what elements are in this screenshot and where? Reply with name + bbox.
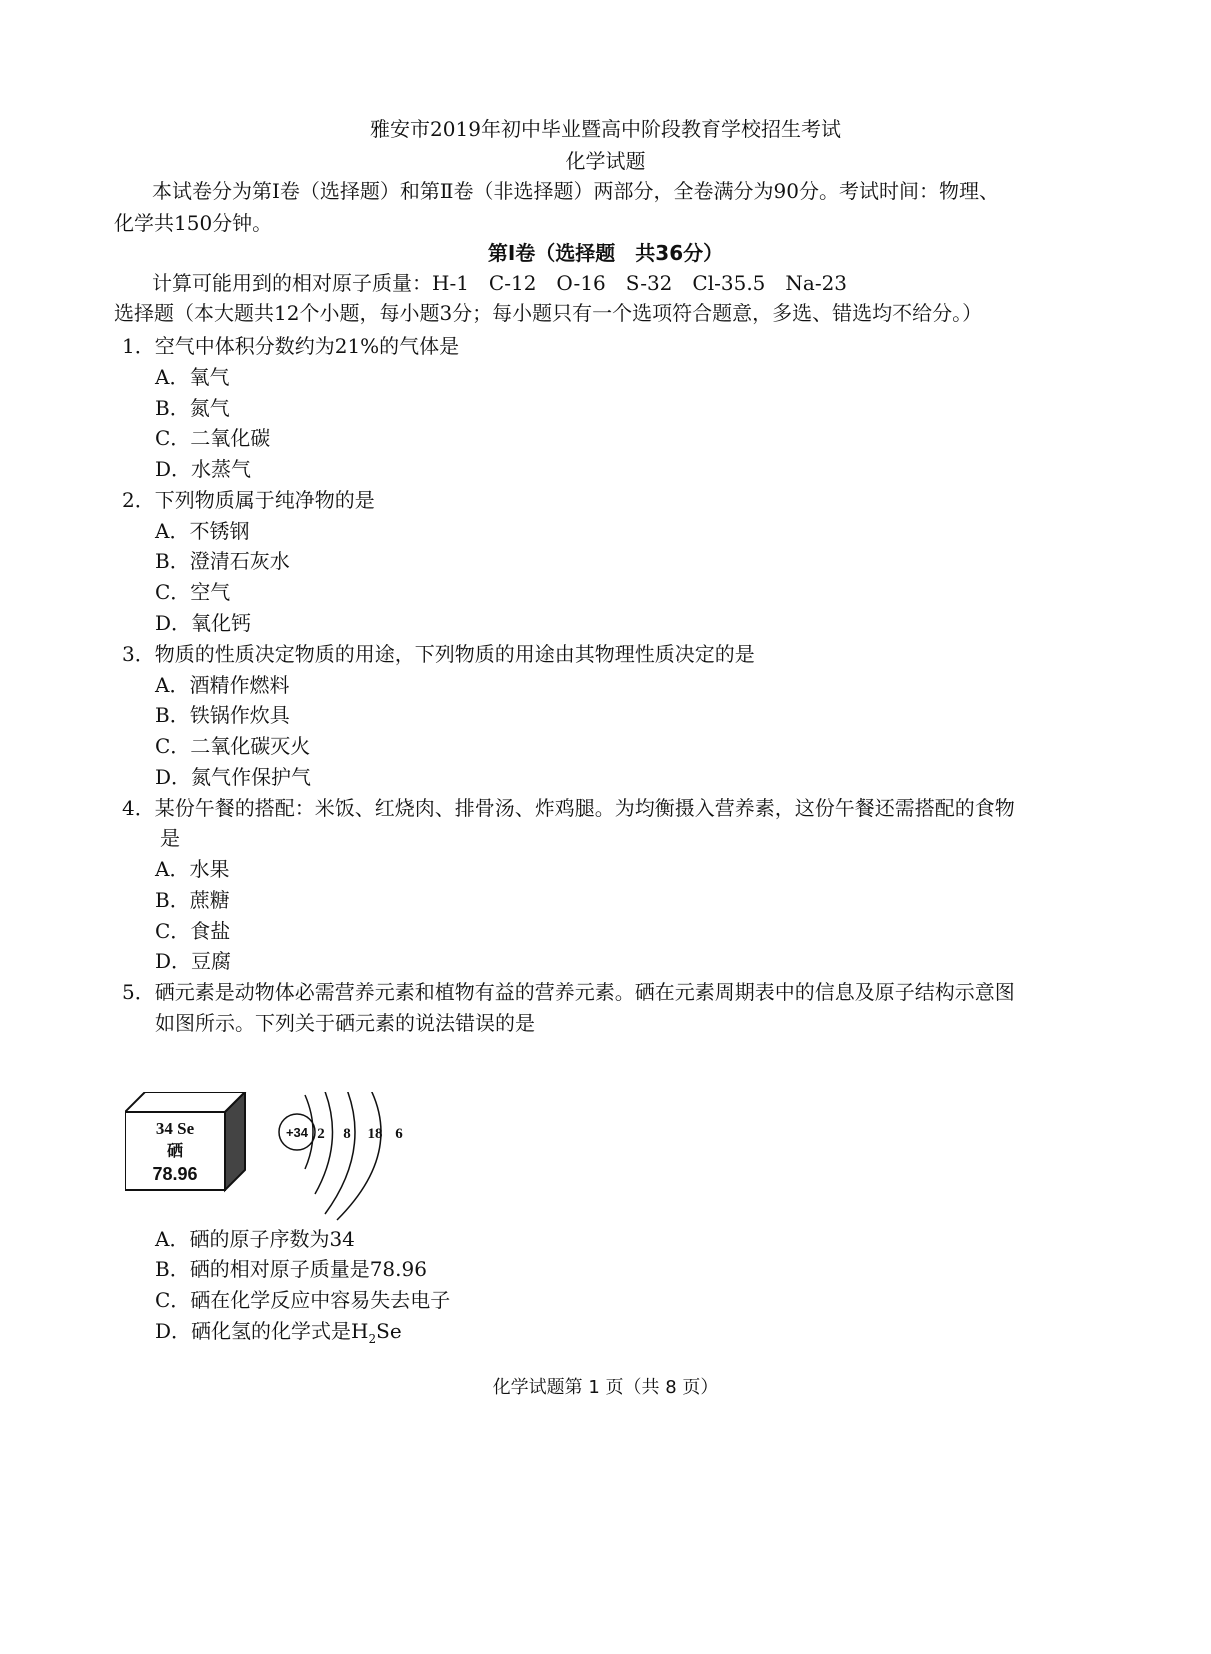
question-2-option-d: D．氧化钙 bbox=[155, 611, 252, 635]
question-4-option-d: D．豆腐 bbox=[155, 949, 232, 973]
shell-electrons-1: 2 bbox=[317, 1126, 325, 1142]
question-4-option-a: A．水果 bbox=[155, 857, 230, 881]
question-4-stem-cont: 是 bbox=[160, 826, 180, 850]
question-2-option-b: B．澄清石灰水 bbox=[155, 549, 290, 573]
shell-electrons-4: 6 bbox=[395, 1126, 403, 1142]
option-d-subscript: 2 bbox=[368, 1332, 377, 1346]
page-footer: 化学试题第 1 页（共 8 页） bbox=[492, 1377, 719, 1398]
question-5-option-b: B．硒的相对原子质量是78.96 bbox=[155, 1257, 427, 1281]
exam-title: 雅安市2019年初中毕业暨高中阶段教育学校招生考试 bbox=[370, 117, 841, 141]
shell-arc-3 bbox=[325, 1092, 355, 1214]
shell-arc-4 bbox=[337, 1092, 381, 1220]
question-3-option-d: D．氮气作保护气 bbox=[155, 765, 312, 789]
atom-structure bbox=[279, 1092, 403, 1220]
question-4-option-b: B．蔗糖 bbox=[155, 888, 230, 912]
exam-subtitle: 化学试题 bbox=[565, 149, 646, 173]
nucleus-charge: +34 bbox=[285, 1125, 309, 1140]
shell-arc-2 bbox=[315, 1092, 333, 1194]
question-1-option-d: D．水蒸气 bbox=[155, 457, 252, 481]
question-2-option-a: A．不锈钢 bbox=[155, 519, 250, 543]
question-5-stem: 5．硒元素是动物体必需营养元素和植物有益的营养元素。硒在元素周期表中的信息及原子结构示意图 bbox=[122, 980, 1015, 1004]
question-2-option-c: C．空气 bbox=[155, 580, 231, 604]
question-1-option-a: A．氧气 bbox=[155, 365, 230, 389]
question-1-option-b: B．氮气 bbox=[155, 396, 230, 420]
question-1-stem: 1．空气中体积分数约为21%的气体是 bbox=[122, 334, 460, 358]
atomic-masses: 计算可能用到的相对原子质量：H-1 C-12 O-16 S-32 Cl-35.5 Na-23 bbox=[152, 271, 848, 295]
question-5-option-c: C．硒在化学反应中容易失去电子 bbox=[155, 1288, 451, 1312]
question-3-option-c: C．二氧化碳灭火 bbox=[155, 734, 311, 758]
question-2-stem: 2．下列物质属于纯净物的是 bbox=[122, 488, 375, 512]
question-5-option-a: A．硒的原子序数为34 bbox=[155, 1227, 355, 1251]
element-mass: 78.96 bbox=[152, 1164, 198, 1184]
option-d-suffix: Se bbox=[376, 1319, 402, 1343]
question-3-stem: 3．物质的性质决定物质的用途，下列物质的用途由其物理性质决定的是 bbox=[122, 642, 755, 666]
element-number-symbol: 34 Se bbox=[155, 1119, 195, 1138]
shell-electrons-3: 18 bbox=[367, 1126, 383, 1142]
question-3-option-a: A．酒精作燃料 bbox=[155, 673, 290, 697]
shell-electrons-2: 8 bbox=[343, 1126, 351, 1142]
section-title: 第Ⅰ卷（选择题 共36分） bbox=[487, 241, 724, 265]
question-4-stem: 4．某份午餐的搭配：米饭、红烧肉、排骨汤、炸鸡腿。为均衡摄入营养素，这份午餐还需搭配的食物 bbox=[122, 796, 1015, 820]
element-card bbox=[125, 1092, 245, 1190]
question-5-stem-cont: 如图所示。下列关于硒元素的说法错误的是 bbox=[155, 1011, 535, 1035]
element-name: 硒 bbox=[166, 1141, 184, 1160]
intro-line-2: 化学共150分钟。 bbox=[114, 211, 273, 235]
option-d-prefix: D．硒化氢的化学式是H bbox=[155, 1319, 369, 1343]
question-1-option-c: C．二氧化碳 bbox=[155, 426, 271, 450]
instructions: 选择题（本大题共12个小题，每小题3分；每小题只有一个选项符合题意，多选、错选均不给分。） bbox=[114, 301, 983, 325]
question-5-option-d bbox=[155, 1318, 402, 1352]
question-3-option-b: B．铁锅作炊具 bbox=[155, 703, 290, 727]
intro-line-1: 本试卷分为第Ⅰ卷（选择题）和第Ⅱ卷（非选择题）两部分，全卷满分为90分。考试时间：物理、 bbox=[152, 179, 999, 203]
question-4-option-c: C．食盐 bbox=[155, 919, 231, 943]
